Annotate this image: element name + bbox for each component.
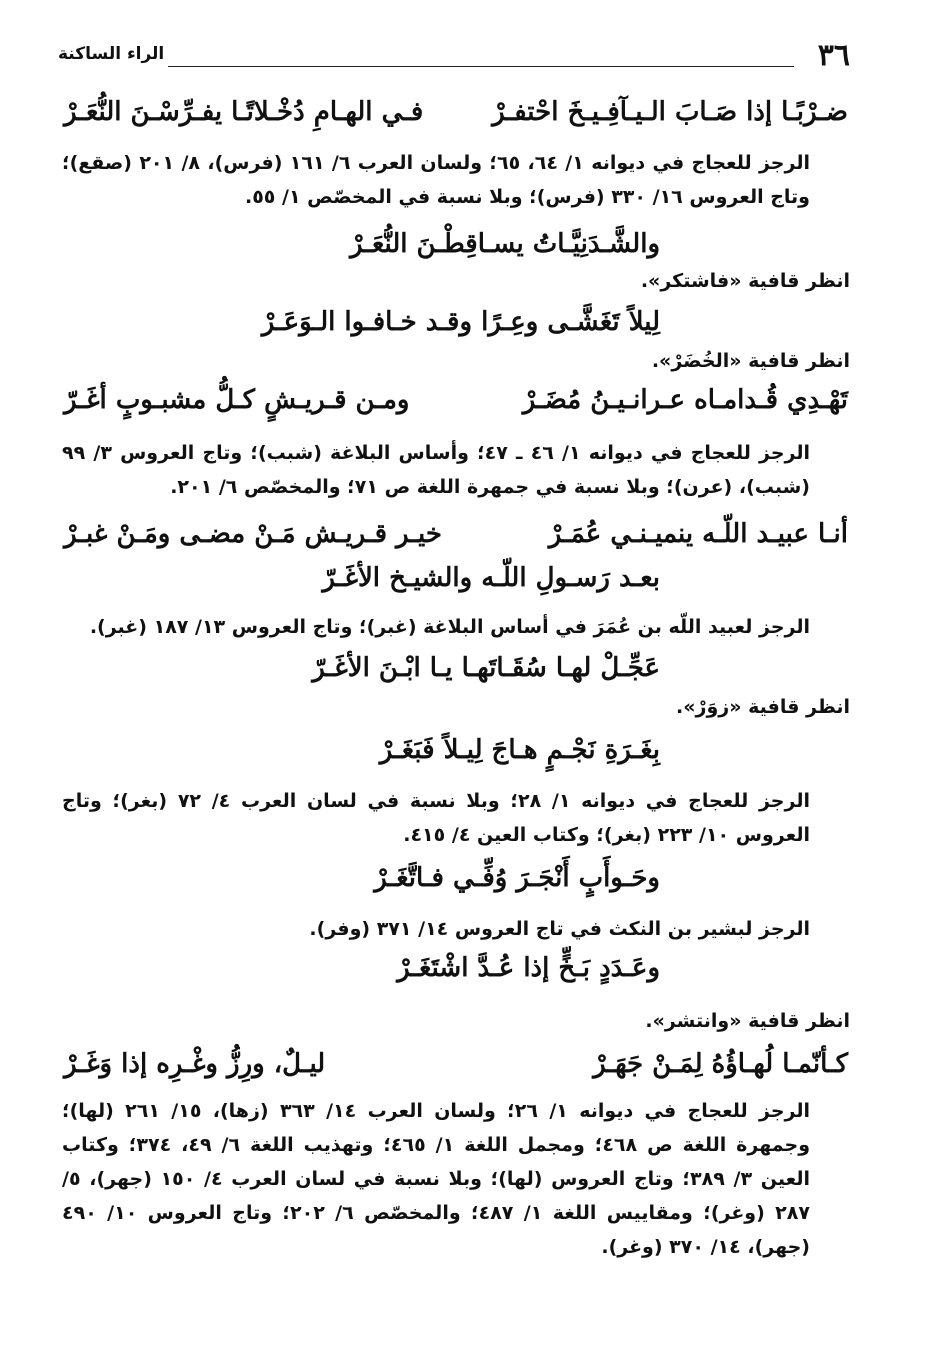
verse-hemistich-2: ليـلٌ، ورِزُّ وغْـرِه إذا وَغَـرْ xyxy=(64,1049,326,1079)
cross-reference: انظر قافية «وانتشر». xyxy=(645,1010,850,1032)
verse-hemistich-1: كـأنّمـا لُهـاؤُهُ لِمَـنْ جَهَـرْ xyxy=(593,1049,848,1079)
page-header xyxy=(58,38,850,78)
cross-reference: انظر قافية «الخُضَرْ». xyxy=(651,350,850,372)
verse-hemistich-1: ضـرْبًـا إذا صَـابَ الـيـآفِـيـخَ احْتفـرْ xyxy=(492,97,848,127)
verse-line xyxy=(64,518,848,551)
running-title: الراء الساكنة xyxy=(58,44,165,64)
verse-line: عَجِّـلْ لهـا سُقَـاتَهـا يـا ابْـنَ الأغَـرّ xyxy=(312,653,660,683)
source-note: الرجز للعجاج في ديوانه ١/ ٦٤، ٦٥؛ ولسان العرب ٦/ ١٦١ (فرس)، ٨/ ٢٠١ (صقع)؛ وتاج العروس ١٦/ ٣٣٠ (فرس)؛ وبلا نسبة في المخصّص ١/ ٥٥. xyxy=(62,152,810,208)
verse-line: بعـد رَسـولِ اللّـه والشيـخ الأغَـرّ xyxy=(322,563,660,593)
verse-line: والشَّـدَنِيَّـاتُ يسـاقِطْـنَ النُّعَـرْ xyxy=(350,229,660,259)
verse-line: لِيلاً تَغَشَّـى وعِـرًا وقـد خـافـوا الـوَعَـرْ xyxy=(261,307,660,337)
verse-line: بِغَـرَةِ نَجْـمٍ هـاجَ لِيـلاً فَبَغَـرْ xyxy=(379,735,660,765)
source-note: الرجز لبشير بن النكث في تاج العروس ١٤/ ٣٧١ (وفر). xyxy=(309,918,810,940)
verse-line xyxy=(64,96,848,129)
verse-hemistich-2: فـي الهـامِ دُخْـلاتًـا يفـرِّسْـنَ النُّعَـرْ xyxy=(64,97,424,127)
verse-line xyxy=(64,384,848,417)
source-note: الرجز للعجاج في ديوانه ١/ ٢٦؛ ولسان العرب ١٤/ ٣٦٣ (زها)، ١٥/ ٢٦١ (لها)؛ وجمهرة اللغة ص ٤٦٨؛ ومجمل اللغة ١/ ٤٦٥؛ وتهذيب اللغة ٦/ ٤٩، ٣٧٤؛ وكتاب العين ٣/ ٣٨٩؛ وتاج العروس (لها)؛ وبلا نسبة في لسان العرب ٤/ ١٥٠ (جهر)، ٥/ ٢٨٧ (وغر)؛ ومقاييس اللغة ١/ ٤٨٧؛ والمخصّص ٦/ ٢٠٢؛ وتاج العروس ١٠/ ٤٩٠ (جهر)، ١٤/ ٣٧٠ (وغر). xyxy=(62,1100,811,1258)
verse-hemistich-1: أنـا عبيـد اللّـه ينميـنـي عُمَـرْ xyxy=(548,519,848,549)
verse-line xyxy=(64,1048,848,1081)
header-rule xyxy=(168,66,794,67)
cross-reference: انظر قافية «فاشتكر». xyxy=(640,270,850,292)
source-note: الرجز للعجاج في ديوانه ١/ ٢٨؛ وبلا نسبة في لسان العرب ٤/ ٧٢ (بغر)؛ وتاج العروس ١٠/ ٢٢٣ (بغر)؛ وكتاب العين ٤/ ٤١٥. xyxy=(62,790,810,846)
verse-hemistich-1: تَهْـدِي قُـدامـاه عـرانـيـنُ مُضَـرْ xyxy=(522,385,848,415)
verse-hemistich-2: ومـن قـريـشٍ كـلُّ مشبـوبٍ أغَـرّ xyxy=(64,385,410,415)
page-number: ٣٦ xyxy=(817,38,850,73)
cross-reference: انظر قافية «زوَرْ». xyxy=(676,696,850,718)
verse-line: وعَـدَدٍ بَـخٍّ إذا عُـدَّ اشْتَغَـرْ xyxy=(397,953,660,983)
verse-line: وحَـوأَبٍ أَنْجَـرَ وُفِّـي فـاتَّغَـرْ xyxy=(374,863,660,893)
source-note: الرجز للعجاج في ديوانه ١/ ٤٦ ـ ٤٧؛ وأساس البلاغة (شبب)؛ وتاج العروس ٣/ ٩٩ (شبب)، (عرن)؛ وبلا نسبة في جمهرة اللغة ص ٧١؛ والمخصّص ٦/ ٢٠١. xyxy=(62,442,810,498)
source-note: الرجز لعبيد اللّه بن عُمَرَ في أساس البلاغة (غبر)؛ وتاج العروس ١٣/ ١٨٧ (غبر). xyxy=(89,616,810,638)
verse-hemistich-2: خيـر قـريـش مَـنْ مضـى ومَـنْ غبـرْ xyxy=(64,519,442,549)
